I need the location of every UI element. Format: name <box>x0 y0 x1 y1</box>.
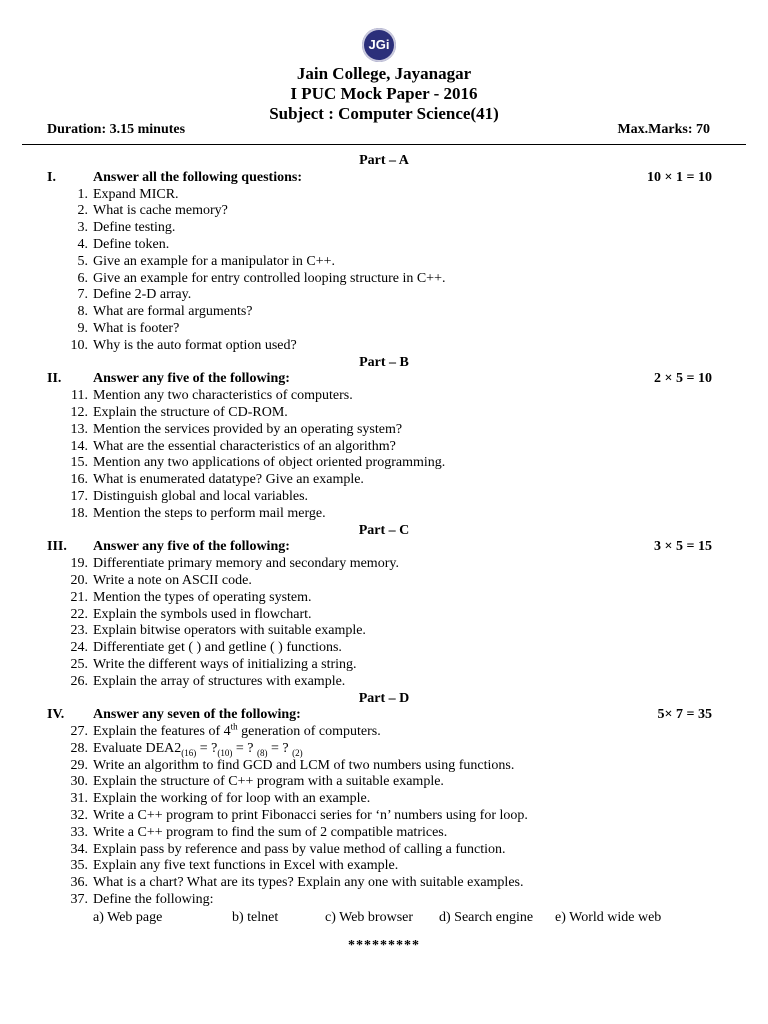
question-text: Give an example for entry controlled looping structure in C++. <box>93 270 446 286</box>
question-item <box>0 203 768 220</box>
question-text: Mention any two characteristics of computers. <box>93 388 353 404</box>
part-c-title: Part – C <box>358 522 410 538</box>
subject-title: Subject : Computer Science(41) <box>269 104 499 123</box>
question-number: 4. <box>77 236 88 252</box>
question-number: 30. <box>70 774 88 790</box>
question-item <box>0 808 768 825</box>
section-number: IV. <box>47 707 65 723</box>
question-number: 6. <box>77 270 88 286</box>
question-text: What is enumerated datatype? Give an example. <box>93 472 364 488</box>
question-item <box>0 774 768 791</box>
question-item <box>0 489 768 506</box>
question-item <box>0 623 768 640</box>
question-number: 31. <box>70 791 88 807</box>
question-text: Define 2-D array. <box>93 287 192 303</box>
section-marks: 10 × 1 = 10 <box>647 169 712 185</box>
question-item <box>0 506 768 523</box>
question-text: Mention the types of operating system. <box>93 589 312 605</box>
question-text: Explain the working of for loop with an example. <box>93 791 371 807</box>
section-iii-header <box>0 539 768 556</box>
option-b: b) telnet <box>232 909 279 925</box>
section-ii-header <box>0 371 768 388</box>
question-item <box>0 758 768 775</box>
question-number: 15. <box>70 455 88 471</box>
question-text: Explain the structure of C++ program with a suitable example. <box>93 774 444 790</box>
option-c: c) Web browser <box>325 909 414 925</box>
question-item <box>0 741 768 758</box>
question-item <box>0 237 768 254</box>
question-text: What are the essential characteristics of an algorithm? <box>93 438 396 454</box>
question-number: 19. <box>70 556 88 572</box>
question-number: 1. <box>77 186 88 202</box>
question-item <box>0 472 768 489</box>
question-number: 36. <box>70 875 88 891</box>
question-text: Explain any five text functions in Excel with example. <box>93 858 399 874</box>
question-number: 28. <box>70 740 88 756</box>
question-text: What is cache memory? <box>93 203 228 219</box>
question-text: Differentiate primary memory and secondary memory. <box>93 556 399 572</box>
section-marks: 2 × 5 = 10 <box>654 371 712 387</box>
question-text: Write a C++ program to print Fibonacci series for ‘n’ numbers using for loop. <box>93 808 528 824</box>
question-item <box>0 405 768 422</box>
paper-title: I PUC Mock Paper - 2016 <box>290 84 478 103</box>
define-options <box>0 909 768 926</box>
question-item <box>0 607 768 624</box>
question-number: 2. <box>77 203 88 219</box>
question-text: Explain the symbols used in flowchart. <box>93 606 312 622</box>
question-text: What is a chart? What are its types? Explain any one with suitable examples. <box>93 875 524 891</box>
question-text: Why is the auto format option used? <box>93 337 297 353</box>
part-b-title: Part – B <box>359 354 409 370</box>
question-text: Distinguish global and local variables. <box>93 488 309 504</box>
question-text: Mention the services provided by an operating system? <box>93 421 403 437</box>
question-number: 10. <box>70 337 88 353</box>
question-number: 27. <box>70 724 88 740</box>
question-item <box>0 721 768 741</box>
section-instruction: Answer any five of the following: <box>93 371 290 387</box>
question-text: Explain the structure of CD-ROM. <box>93 404 288 420</box>
question-number: 14. <box>70 438 88 454</box>
section-number: I. <box>47 169 56 185</box>
question-number: 7. <box>77 287 88 303</box>
question-text: Write the different ways of initializing a string. <box>93 656 357 672</box>
section-iv-header <box>0 707 768 724</box>
section-instruction: Answer any five of the following: <box>93 539 290 555</box>
question-number: 24. <box>70 640 88 656</box>
question-item <box>0 304 768 321</box>
question-item <box>0 590 768 607</box>
question-text: Explain pass by reference and pass by value method of calling a function. <box>93 841 506 857</box>
question-item <box>0 439 768 456</box>
question-text: Define token. <box>93 236 170 252</box>
question-number: 5. <box>77 253 88 269</box>
question-number: 21. <box>70 589 88 605</box>
question-item <box>0 791 768 808</box>
question-text: Explain bitwise operators with suitable example. <box>93 623 366 639</box>
question-item <box>0 254 768 271</box>
question-number: 32. <box>70 808 88 824</box>
question-number: 34. <box>70 841 88 857</box>
question-number: 26. <box>70 673 88 689</box>
question-item <box>0 556 768 573</box>
question-paper <box>0 153 768 954</box>
section-marks: 5× 7 = 35 <box>657 707 712 723</box>
question-text: Write an algorithm to find GCD and LCM of two numbers using functions. <box>93 757 515 773</box>
question-number: 18. <box>70 505 88 521</box>
question-number: 22. <box>70 606 88 622</box>
option-e: e) World wide web <box>555 909 662 925</box>
question-number: 11. <box>71 388 88 404</box>
question-text: Evaluate $DEA2_{(16)}$ = $?_{(10)}$ = ? $_{(8)}$ = ? $_{(2)}$ <box>93 740 303 758</box>
question-text: Explain the features of 4th generation of computers. <box>93 721 381 740</box>
question-text: Define testing. <box>93 220 176 236</box>
question-item <box>0 187 768 204</box>
college-logo: JGi <box>362 28 396 62</box>
section-marks: 3 × 5 = 15 <box>654 539 712 555</box>
question-item <box>0 674 768 691</box>
question-item <box>0 422 768 439</box>
part-a-title: Part – A <box>359 153 409 168</box>
question-item <box>0 455 768 472</box>
question-item <box>0 271 768 288</box>
question-number: 9. <box>77 320 88 336</box>
question-text: What is footer? <box>93 320 180 336</box>
question-number: 12. <box>70 404 88 420</box>
question-number: 23. <box>70 623 88 639</box>
option-d: d) Search engine <box>439 909 534 925</box>
question-text: Differentiate get ( ) and getline ( ) functions. <box>93 640 342 656</box>
question-number: 20. <box>70 572 88 588</box>
section-number: III. <box>47 539 67 555</box>
section-number: II. <box>47 371 62 387</box>
question-number: 35. <box>70 858 88 874</box>
question-text: Give an example for a manipulator in C++. <box>93 253 336 269</box>
question-text: Mention any two applications of object oriented programming. <box>93 455 446 471</box>
question-item <box>0 573 768 590</box>
duration: Duration: 3.15 minutes <box>47 122 186 137</box>
question-item <box>0 220 768 237</box>
question-item <box>0 321 768 338</box>
end-marker: ********* <box>348 937 420 953</box>
part-d-title: Part – D <box>358 690 410 706</box>
question-number: 37. <box>70 892 88 908</box>
question-number: 16. <box>70 472 88 488</box>
question-text: Write a C++ program to find the sum of 2 compatible matrices. <box>93 824 448 840</box>
question-text: Write a note on ASCII code. <box>93 572 252 588</box>
question-item <box>0 338 768 355</box>
max-marks: Max.Marks: 70 <box>617 122 710 137</box>
question-item <box>0 388 768 405</box>
question-text: What are formal arguments? <box>93 304 253 320</box>
question-number: 29. <box>70 757 88 773</box>
section-instruction: Answer any seven of the following: <box>93 707 301 723</box>
question-item <box>0 287 768 304</box>
question-text: Define the following: <box>93 892 214 908</box>
question-number: 17. <box>70 488 88 504</box>
question-text: Explain the array of structures with example. <box>93 673 346 689</box>
question-text: Expand MICR. <box>93 186 179 202</box>
question-number: 8. <box>77 304 88 320</box>
question-number: 3. <box>77 220 88 236</box>
question-number: 13. <box>70 421 88 437</box>
question-item <box>0 825 768 842</box>
option-a: a) Web page <box>93 909 163 925</box>
question-item <box>0 657 768 674</box>
question-number: 33. <box>70 824 88 840</box>
question-text: Mention the steps to perform mail merge. <box>93 505 326 521</box>
question-item <box>0 892 768 909</box>
question-item <box>0 875 768 892</box>
header-divider <box>22 144 746 145</box>
section-i-header <box>0 170 768 187</box>
question-number: 25. <box>70 656 88 672</box>
question-item <box>0 640 768 657</box>
question-item <box>0 842 768 859</box>
section-instruction: Answer all the following questions: <box>93 169 302 185</box>
college-name: Jain College, Jayanagar <box>296 64 472 83</box>
question-item <box>0 858 768 875</box>
